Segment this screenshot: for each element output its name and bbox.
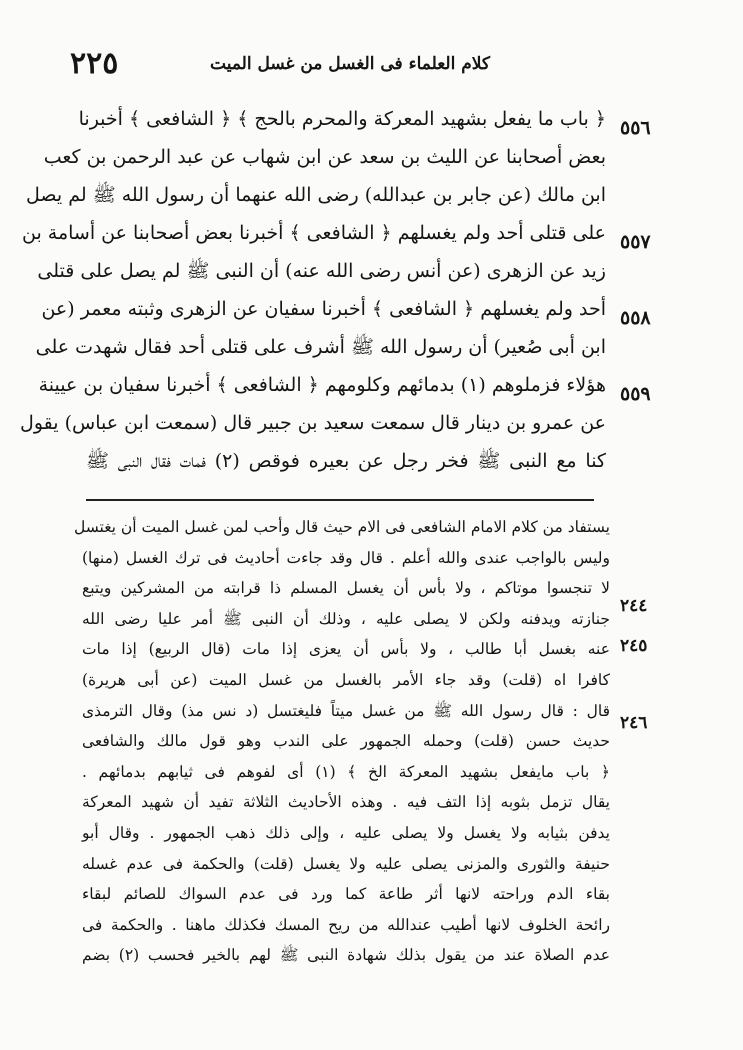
note-number: ٢٤٦ <box>620 713 648 733</box>
note-line: يستفاد من كلام الامام الشافعى فى الام حيث قال وأحب لمن غسل الميت أن يغتسل <box>73 518 610 536</box>
note-line: حديث حسن (قلت) وحمله الجمهور على الندب وهو قول مالك والشافعى <box>82 732 610 751</box>
hadith-number: ٥٥٦ <box>620 117 651 139</box>
note-line: يقال تزمل بثوبه إذا التف فيه . وهذه الأحاديث الثلاثة تفيد أن شهيد المعركة <box>82 793 610 812</box>
note-line: لا تنجسوا موتاكم ، ولا بأس أن يغسل المسلم ذا قرابته من المشركين ويتبع <box>82 579 610 598</box>
hadith-number: ٥٥٨ <box>620 307 651 329</box>
note-line: حنيفة والثورى والمزنى يصلى عليه ولا يغسل (قلت) والحكمة فى عدم غسله <box>82 854 610 873</box>
note-line: جنازته ويدفنه ولكن لا يصلى عليه ، وذلك أن النبى ﷺ أمر عليا رضى الله <box>82 609 610 628</box>
text-line: أحد ولم يغسلهم ﴿ الشافعى ﴾ أخبرنا سفيان عن الزهرى وثبته معمر (عن <box>41 298 606 320</box>
commentary-notes <box>73 512 611 971</box>
text-line: كنا مع النبى ﷺ فخر رجل عن بعيره فوقص (٢) فمات فقال النبى ﷺ <box>86 450 606 472</box>
note-number: ٢٤٥ <box>620 636 648 656</box>
text-line: هؤلاء فزملوهم (١) بدمائهم وكلومهم ﴿ الشافعى ﴾ أخبرنا سفيان بن عيينة <box>38 374 606 396</box>
note-line: وليس بالواجب عندى والله أعلم . قال وقد جاءت أحاديث فى ترك الغسل (منها) <box>82 548 610 567</box>
note-line: رائحة الخلوف لانها أطيب عندالله من ريح المسك فكذلك ماهنا . والحكمة فى <box>82 915 610 934</box>
text-line: زيد عن الزهرى (عن أنس رضى الله عنه) أن النبى ﷺ لم يصل على قتلى <box>37 260 606 282</box>
note-line: يدفن بثيابه ولا يغسل ولا يصلى عليه ، وإلى ذلك ذهب الجمهور . وقال أبو <box>82 823 610 842</box>
note-line: عنه بغسل أبا طالب ، ولا بأس أن يعزى إذا مات (قال الربيع) إذا مات <box>82 640 610 659</box>
footnote-divider <box>86 499 594 501</box>
page-number: ٢٢٥ <box>70 46 119 81</box>
note-number: ٢٤٤ <box>620 596 648 616</box>
text-line: بعض أصحابنا عن الليث بن سعد عن ابن شهاب عن عبد الرحمن بن كعب <box>43 146 606 168</box>
main-text-body <box>20 100 606 480</box>
running-title: كلام العلماء فى الغسل من غسل الميت <box>210 53 490 74</box>
note-line: كافرا اه (قلت) وقد جاء الأمر بالغسل من غسل الميت (عن أبى هريرة) <box>82 670 610 689</box>
note-line: عدم الصلاة عند من يقول بذلك شهادة النبى ﷺ لهم بالخير فحسب (٢) بضم <box>82 946 611 965</box>
note-line: ﴿ باب مايفعل بشهيد المعركة الخ ﴾ (١) أى لفوهم فى ثيابهم بدمائهم . <box>82 762 610 781</box>
note-line: قال : قال رسول الله ﷺ من غسل ميتاً فليغتسل (د نس مذ) وقال الترمذى <box>82 701 610 720</box>
text-line: عن عمرو بن دينار قال سمعت سعيد بن جبير قال (سمعت ابن عباس) يقول <box>20 412 606 434</box>
page-header <box>70 46 610 81</box>
hadith-number: ٥٥٧ <box>620 231 651 253</box>
note-line: بقاء الدم وراحته لانها أثر طاعة كما ورد فى عدم السواك للصائم لبقاء <box>82 885 610 904</box>
text-line: ابن مالك (عن جابر بن عبدالله) رضى الله عنهما أن رسول الله ﷺ لم يصل <box>26 184 606 206</box>
hadith-number: ٥٥٩ <box>620 383 651 405</box>
text-line: على قتلى أحد ولم يغسلهم ﴿ الشافعى ﴾ أخبرنا بعض أصحابنا عن أسامة بن <box>21 222 606 244</box>
text-line: ابن أبى صُعير) أن رسول الله ﷺ أشرف على قتلى أحد فقال شهدت على <box>35 336 606 358</box>
text-line: ﴿ باب ما يفعل بشهيد المعركة والمحرم بالحج ﴾ ﴿ الشافعى ﴾ أخبرنا <box>78 108 606 130</box>
